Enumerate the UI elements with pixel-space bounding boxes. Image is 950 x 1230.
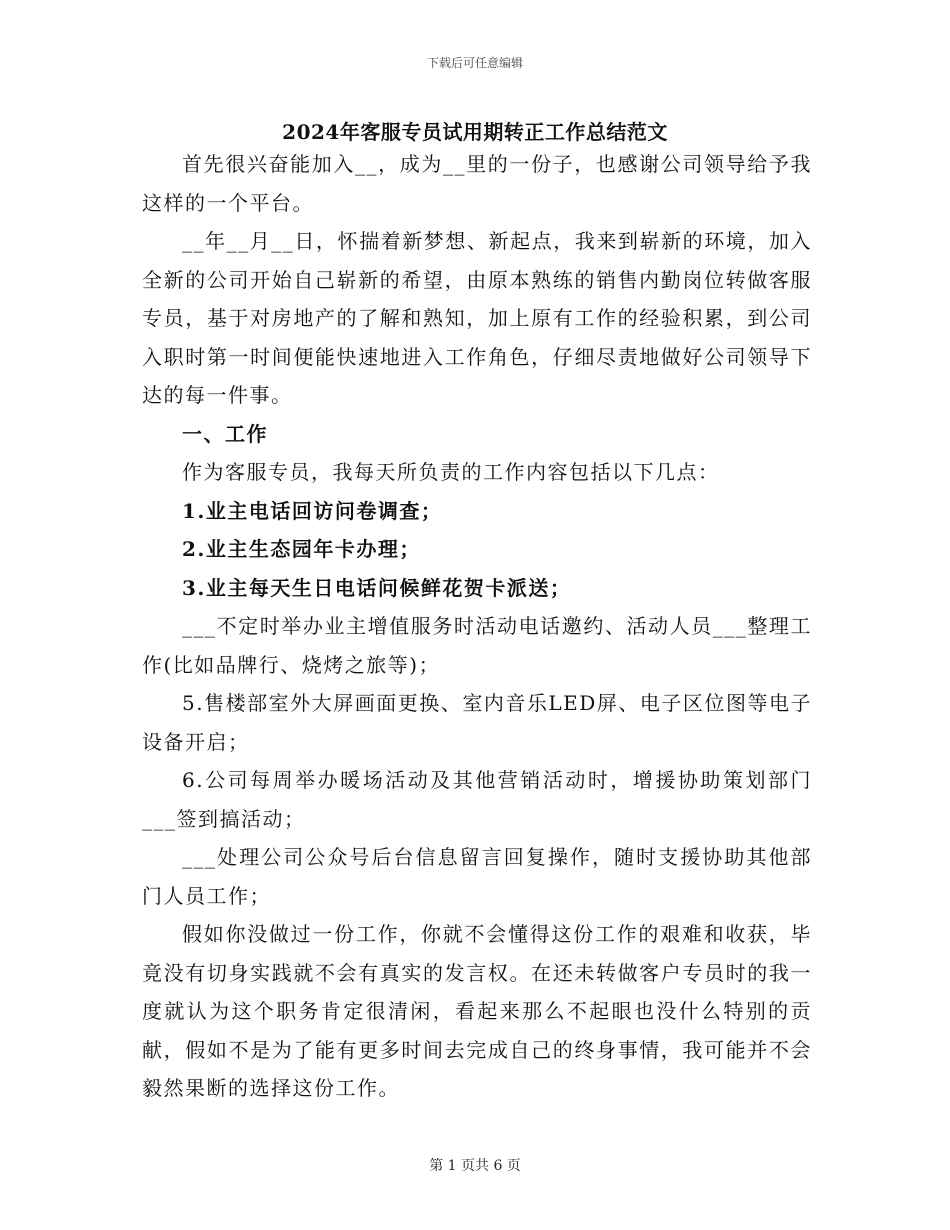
duty-item-4: ___不定时举办业主增值服务时活动电话邀约、活动人员___整理工作(比如品牌行、烧烤之旅等)； — [142, 614, 812, 677]
paragraph-intro: 首先很兴奋能加入__，成为__里的一份子，也感谢公司领导给予我这样的一个平台。 — [142, 152, 812, 215]
document-title: 2024年客服专员试用期转正工作总结范文 — [282, 120, 668, 144]
paragraph-background: __年__月__日，怀揣着新梦想、新起点，我来到崭新的环境，加入全新的公司开始自己崭新的希望，由原本熟练的销售内勤岗位转做客服专员，基于对房地产的了解和熟知，加上原有工作的经验积累，到公司入职时第一时间便能快速地进入工作角色，仔细尽责地做好公司领导下达的每一件事。 — [142, 229, 812, 407]
duty-item-2: 2.业主生态园年卡办理； — [182, 537, 421, 561]
section-heading-work: 一、工作 — [182, 421, 268, 446]
page-footer: 第 1 页共 6 页 — [429, 1158, 521, 1174]
page-header-note: 下载后可任意编辑 — [426, 56, 523, 70]
duty-item-6: 6.公司每周举办暖场活动及其他营销活动时，增援协助策划部门___签到搞活动； — [142, 768, 812, 831]
document-body — [142, 145, 812, 1108]
paragraph-reflection: 假如你没做过一份工作，你就不会懂得这份工作的艰难和收获，毕竟没有切身实践就不会有真实的发言权。在还未转做客户专员时的我一度就认为这个职务肯定很清闲，看起来那么不起眼也没什么特别的贡献，假如不是为了能有更多时间去完成自己的终身事情，我可能并不会毅然果断的选择这份工作。 — [142, 922, 812, 1100]
duty-item-3: 3.业主每天生日电话问候鲜花贺卡派送； — [182, 575, 572, 600]
duty-item-1: 1.业主电话回访问卷调查； — [182, 498, 443, 523]
duty-item-7: ___处理公司公众号后台信息留言回复操作，随时支援协助其他部门人员工作； — [142, 845, 812, 908]
duty-item-5: 5.售楼部室外大屏画面更换、室内音乐LED屏、电子区位图等电子设备开启； — [142, 691, 812, 754]
paragraph-duties-intro: 作为客服专员，我每天所负责的工作内容包括以下几点： — [182, 460, 720, 484]
